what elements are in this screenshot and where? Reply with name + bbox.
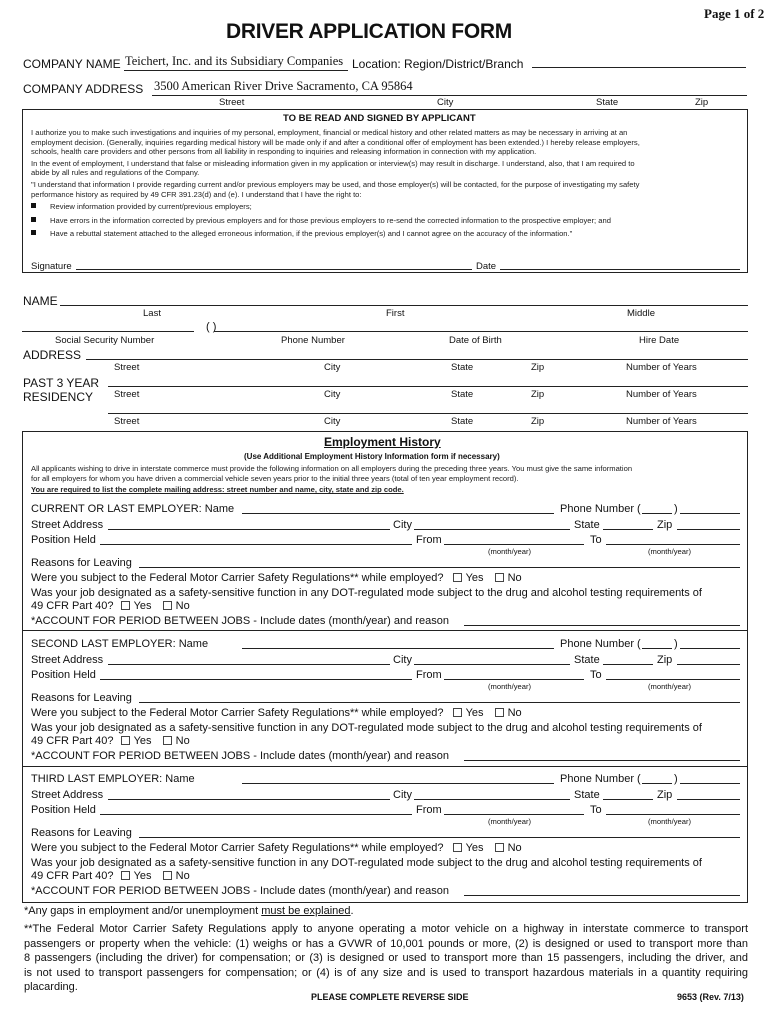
employer-city-field[interactable]	[414, 799, 570, 800]
employer-reasons-label: Reasons for Leaving	[31, 827, 132, 839]
employment-sub: (Use Additional Employment History Information form if necessary)	[244, 452, 500, 461]
page-title: DRIVER APPLICATION FORM	[226, 20, 512, 43]
authorization-text: I authorize you to make such investigations and inquiries of my personal, employment, financial or medical history and other related matters as may be necessary in arriving at an employment decision. (Generally, inquiries regarding medical history will be made only if and after a conditional offer of employment has been extended.) I hereby release employers, schools, health care providers and other persons from all liability in responding to inquiries and releasing information in connection with my application. In the event of employment, I understand that false or misleading information given in my application or interview(s) may result in discharge. I understand, also, that I am required to abide by all rules and regulations of the Company. "I understand that information I provide regarding current and/or previous employers may be used, and those employer(s) will be contacted, for the purpose of investigating my safety performance history as required by 49 CFR 391.23(d) and (e). I understand that I have the right to: Review information provided by current/previous employers; Have errors in the information corrected by previous employers and for those previous employers to re-send the corrected information to the prospective employer; and Have a rebuttal statement attached to the alleged erroneous information, if the previous employer(s) and I cannot agree on the accuracy of the information."	[31, 128, 743, 239]
employer-name-label: CURRENT OR LAST EMPLOYER: Name	[31, 503, 235, 515]
divider	[22, 766, 748, 767]
employer-zip-label: Zip	[657, 519, 673, 531]
employer-position-field[interactable]	[100, 679, 412, 680]
fmcsr-note: **The Federal Motor Carrier Safety Regulations apply to anyone operating a motor vehicle on a highway in interstate commerce to transport passengers or property when the vehicle: (1) weighs or has a GVWR of 10,001 pounds or more, (2) is designed or used to transport more than 8 passengers (including the driver) for compensation; or (3) is designed or used to transport more than 15 passengers, including the driver, and is not used to transport passengers for compensation; or (4) is of any size and is used to transport hazardous materials in a quantity requiring placarding.	[24, 923, 748, 994]
last-caption: Last	[143, 308, 161, 319]
residency-field-1[interactable]	[108, 386, 748, 387]
employer-state-field[interactable]	[603, 664, 653, 665]
phone-field[interactable]	[214, 331, 748, 332]
employer-zip-field[interactable]	[677, 664, 740, 665]
dot-question-cont: 49 CFR Part 40? Yes No	[31, 600, 190, 612]
employer-from-field[interactable]	[444, 544, 584, 545]
complete-reverse-note: PLEASE COMPLETE REVERSE SIDE	[311, 992, 469, 1002]
address-years-caption: Number of Years	[626, 362, 697, 373]
company-name-label: COMPANY NAME	[23, 57, 121, 71]
fmcsr-no-checkbox[interactable]: No	[495, 572, 522, 584]
gaps-note: *Any gaps in employment and/or unemployment must be explained.	[24, 905, 354, 917]
employer-to-field[interactable]	[606, 814, 740, 815]
dot-question: Was your job designated as a safety-sensitive function in any DOT-regulated mode subject to the drug and alcohol testing requirements of	[31, 587, 702, 599]
date-label: Date	[476, 261, 497, 272]
employer-phone-label: Phone Number (	[560, 773, 641, 785]
employer-name-label: THIRD LAST EMPLOYER: Name	[31, 773, 195, 785]
employer-position-label: Position Held	[31, 669, 96, 681]
employer-reasons-field[interactable]	[139, 702, 740, 703]
account-period-label: *ACCOUNT FOR PERIOD BETWEEN JOBS - Include dates (month/year) and reason	[31, 615, 449, 627]
fmcsr-question: Were you subject to the Federal Motor Carrier Safety Regulations** while employed? Yes No	[31, 572, 522, 584]
dot-question-cont: 49 CFR Part 40? Yes No	[31, 735, 190, 747]
address-field[interactable]	[86, 359, 748, 360]
employer-city-field[interactable]	[414, 529, 570, 530]
fmcsr-no-checkbox[interactable]: No	[495, 842, 522, 854]
location-label: Location: Region/District/Branch	[352, 57, 524, 71]
employer-phone-area[interactable]	[642, 513, 672, 514]
employer-phone-area[interactable]	[642, 783, 672, 784]
fmcsr-yes-checkbox[interactable]: Yes	[453, 842, 484, 854]
address-city-caption: City	[324, 362, 341, 373]
fmcsr-question: Were you subject to the Federal Motor Carrier Safety Regulations** while employed? Yes No	[31, 707, 522, 719]
company-address-value[interactable]: 3500 American River Drive Sacramento, CA 95864	[154, 79, 413, 93]
residency-field-2[interactable]	[108, 413, 748, 414]
name-field[interactable]	[60, 305, 748, 306]
employer-street-label: Street Address	[31, 789, 104, 801]
address-zip-caption: Zip	[531, 362, 545, 373]
employer-to-label: To	[590, 804, 602, 816]
account-period-field[interactable]	[464, 625, 740, 626]
employer-zip-field[interactable]	[677, 799, 740, 800]
employer-from-label: From	[416, 534, 442, 546]
ssn-caption: Social Security Number	[55, 335, 155, 346]
employer-phone-label: Phone Number (	[560, 503, 641, 515]
employer-phone-field[interactable]	[680, 783, 740, 784]
employer-reasons-label: Reasons for Leaving	[31, 557, 132, 569]
company-street-caption: Street	[219, 97, 245, 108]
fmcsr-no-checkbox[interactable]: No	[495, 707, 522, 719]
dot-question: Was your job designated as a safety-sensitive function in any DOT-regulated mode subject to the drug and alcohol testing requirements of	[31, 857, 702, 869]
divider	[22, 630, 748, 631]
employer-street-field[interactable]	[108, 799, 390, 800]
employer-phone-field[interactable]	[680, 513, 740, 514]
address-street-caption: Street	[114, 362, 140, 373]
page-number: Page 1 of 2	[704, 6, 765, 21]
employer-from-field[interactable]	[444, 814, 584, 815]
employer-name-field[interactable]	[242, 513, 554, 514]
employer-state-label: State	[574, 789, 600, 801]
name-label: NAME	[23, 294, 58, 308]
employer-to-label: To	[590, 534, 602, 546]
form-number: 9653 (Rev. 7/13)	[677, 992, 744, 1002]
bullet-item: Review information provided by current/previous employers;	[31, 202, 743, 212]
address-state-caption: State	[451, 362, 474, 373]
dot-no-checkbox[interactable]: No	[163, 600, 190, 612]
employer-name-field[interactable]	[242, 783, 554, 784]
company-name-value[interactable]: Teichert, Inc. and its Subsidiary Companies	[125, 54, 344, 68]
signature-label: Signature	[31, 261, 72, 272]
past-residency-label: PAST 3 YEAR RESIDENCY	[23, 376, 100, 404]
employer-name-field[interactable]	[242, 648, 554, 649]
employer-reasons-field[interactable]	[139, 567, 740, 568]
employer-zip-label: Zip	[657, 789, 673, 801]
company-city-caption: City	[437, 97, 454, 108]
employer-from-field[interactable]	[444, 679, 584, 680]
company-zip-caption: Zip	[695, 97, 709, 108]
employer-from-label: From	[416, 669, 442, 681]
fmcsr-yes-checkbox[interactable]: Yes	[453, 707, 484, 719]
employer-phone-label: Phone Number (	[560, 638, 641, 650]
employer-phone-field[interactable]	[680, 648, 740, 649]
employer-from-label: From	[416, 804, 442, 816]
first-caption: First	[386, 308, 405, 319]
employer-position-field[interactable]	[100, 814, 412, 815]
authorization-heading: TO BE READ AND SIGNED BY APPLICANT	[283, 113, 476, 124]
employer-state-field[interactable]	[603, 799, 653, 800]
phone-caption: Phone Number	[281, 335, 345, 346]
bullet-item: Have a rebuttal statement attached to the alleged erroneous information, if the previous employer(s) and I cannot agree on the accuracy of the information."	[31, 229, 743, 239]
employer-position-label: Position Held	[31, 534, 96, 546]
account-period-field[interactable]	[464, 760, 740, 761]
employer-street-label: Street Address	[31, 519, 104, 531]
employer-city-field[interactable]	[414, 664, 570, 665]
location-field[interactable]	[532, 67, 746, 68]
dot-question-cont: 49 CFR Part 40? Yes No	[31, 870, 190, 882]
ssn-field[interactable]	[22, 331, 194, 332]
employer-zip-label: Zip	[657, 654, 673, 666]
address-label: ADDRESS	[23, 348, 82, 362]
employer-to-label: To	[590, 669, 602, 681]
dot-no-checkbox[interactable]: No	[163, 735, 190, 747]
date-field[interactable]	[500, 269, 740, 270]
employment-heading: Employment History	[324, 435, 441, 449]
company-state-caption: State	[596, 97, 619, 108]
employer-phone-area[interactable]	[642, 648, 672, 649]
dob-caption: Date of Birth	[449, 335, 502, 346]
fmcsr-yes-checkbox[interactable]: Yes	[453, 572, 484, 584]
fmcsr-question: Were you subject to the Federal Motor Carrier Safety Regulations** while employed? Yes No	[31, 842, 522, 854]
employer-to-field[interactable]	[606, 544, 740, 545]
dot-yes-checkbox[interactable]: Yes	[121, 735, 152, 747]
employer-zip-field[interactable]	[677, 529, 740, 530]
employer-street-field[interactable]	[108, 529, 390, 530]
bullet-item: Have errors in the information corrected by previous employers and for those previous employers to re-send the corrected information to the prospective employer; and	[31, 216, 743, 226]
company-address-label: COMPANY ADDRESS	[23, 82, 144, 96]
dot-yes-checkbox[interactable]: Yes	[121, 870, 152, 882]
dot-no-checkbox[interactable]: No	[163, 870, 190, 882]
signature-field[interactable]	[76, 269, 472, 270]
account-period-label: *ACCOUNT FOR PERIOD BETWEEN JOBS - Include dates (month/year) and reason	[31, 885, 449, 897]
employer-state-label: State	[574, 519, 600, 531]
hire-caption: Hire Date	[639, 335, 680, 346]
employer-city-label: City	[393, 789, 412, 801]
middle-caption: Middle	[627, 308, 655, 319]
account-period-label: *ACCOUNT FOR PERIOD BETWEEN JOBS - Include dates (month/year) and reason	[31, 750, 449, 762]
dot-question: Was your job designated as a safety-sensitive function in any DOT-regulated mode subject to the drug and alcohol testing requirements of	[31, 722, 702, 734]
employer-reasons-field[interactable]	[139, 837, 740, 838]
employer-name-label: SECOND LAST EMPLOYER: Name	[31, 638, 209, 650]
phone-area-code[interactable]: ( )	[206, 321, 217, 333]
dot-yes-checkbox[interactable]: Yes	[121, 600, 152, 612]
employer-street-label: Street Address	[31, 654, 104, 666]
employment-intro: All applicants wishing to drive in interstate commerce must provide the following information on all employers during the preceding three years. You must give the same information for all employers for whom you have driven a commercial vehicle seven years prior to the initial three years (total of ten year employment record). You are required to list the complete mailing address: street number and name, city, state and zip code.	[31, 464, 633, 495]
account-period-field[interactable]	[464, 895, 740, 896]
employer-city-label: City	[393, 654, 412, 666]
employer-city-label: City	[393, 519, 412, 531]
employer-position-label: Position Held	[31, 804, 96, 816]
employer-reasons-label: Reasons for Leaving	[31, 692, 132, 704]
employer-street-field[interactable]	[108, 664, 390, 665]
employer-state-label: State	[574, 654, 600, 666]
employer-to-field[interactable]	[606, 679, 740, 680]
employer-state-field[interactable]	[603, 529, 653, 530]
employer-position-field[interactable]	[100, 544, 412, 545]
